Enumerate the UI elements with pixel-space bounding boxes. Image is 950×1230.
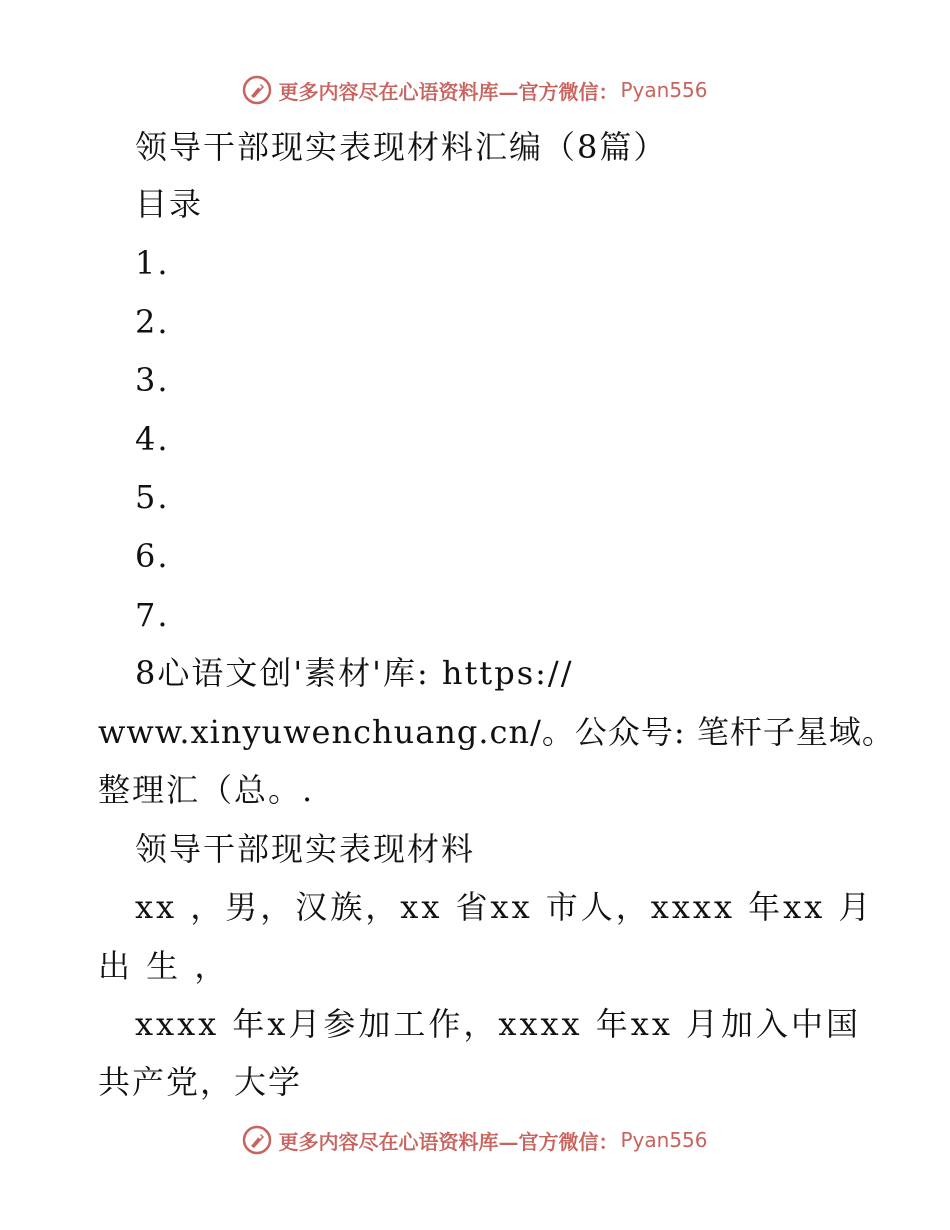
watermark-text: 更多内容尽在心语资料库—官方微信： (278, 79, 619, 104)
pen-nib-icon (242, 1125, 272, 1155)
toc-item: 3. (135, 361, 170, 399)
source-note-line: 整理汇（总。. (98, 771, 315, 809)
toc-item: 1. (135, 244, 170, 282)
toc-item: 5. (135, 478, 170, 516)
toc-item: 7. (135, 596, 170, 634)
toc-item: 2. (135, 303, 170, 341)
document-title: 领导干部现实表现材料汇编（8篇） (135, 128, 668, 166)
watermark-text: 更多内容尽在心语资料库—官方微信： (278, 1129, 619, 1154)
watermark-wechat-id: Pyan556 (620, 1128, 708, 1152)
watermark-wechat-id: Pyan556 (620, 78, 708, 102)
paragraph-line: 共产党，大学 (98, 1063, 303, 1101)
paragraph-line: xx ，男，汉族，xx 省xx 市人，xxxx 年xx 月 (135, 888, 874, 926)
paragraph-line: xxxx 年x月参加工作，xxxx 年xx 月加入中国 (135, 1005, 862, 1043)
toc-heading: 目录 (135, 185, 204, 223)
header-watermark (0, 70, 950, 110)
footer-watermark (0, 1120, 950, 1160)
toc-item: 4. (135, 420, 170, 458)
paragraph-line: 出 生 ， (98, 947, 230, 985)
source-note-line: 8心语文创'素材'库: https:// (135, 654, 574, 692)
pen-nib-icon (242, 75, 272, 105)
section-title: 领导干部现实表现材料 (135, 830, 476, 868)
toc-item: 6. (135, 537, 170, 575)
source-note-line: www.xinyuwenchuang.cn/。公众号: 笔杆子星域。 (98, 713, 895, 751)
